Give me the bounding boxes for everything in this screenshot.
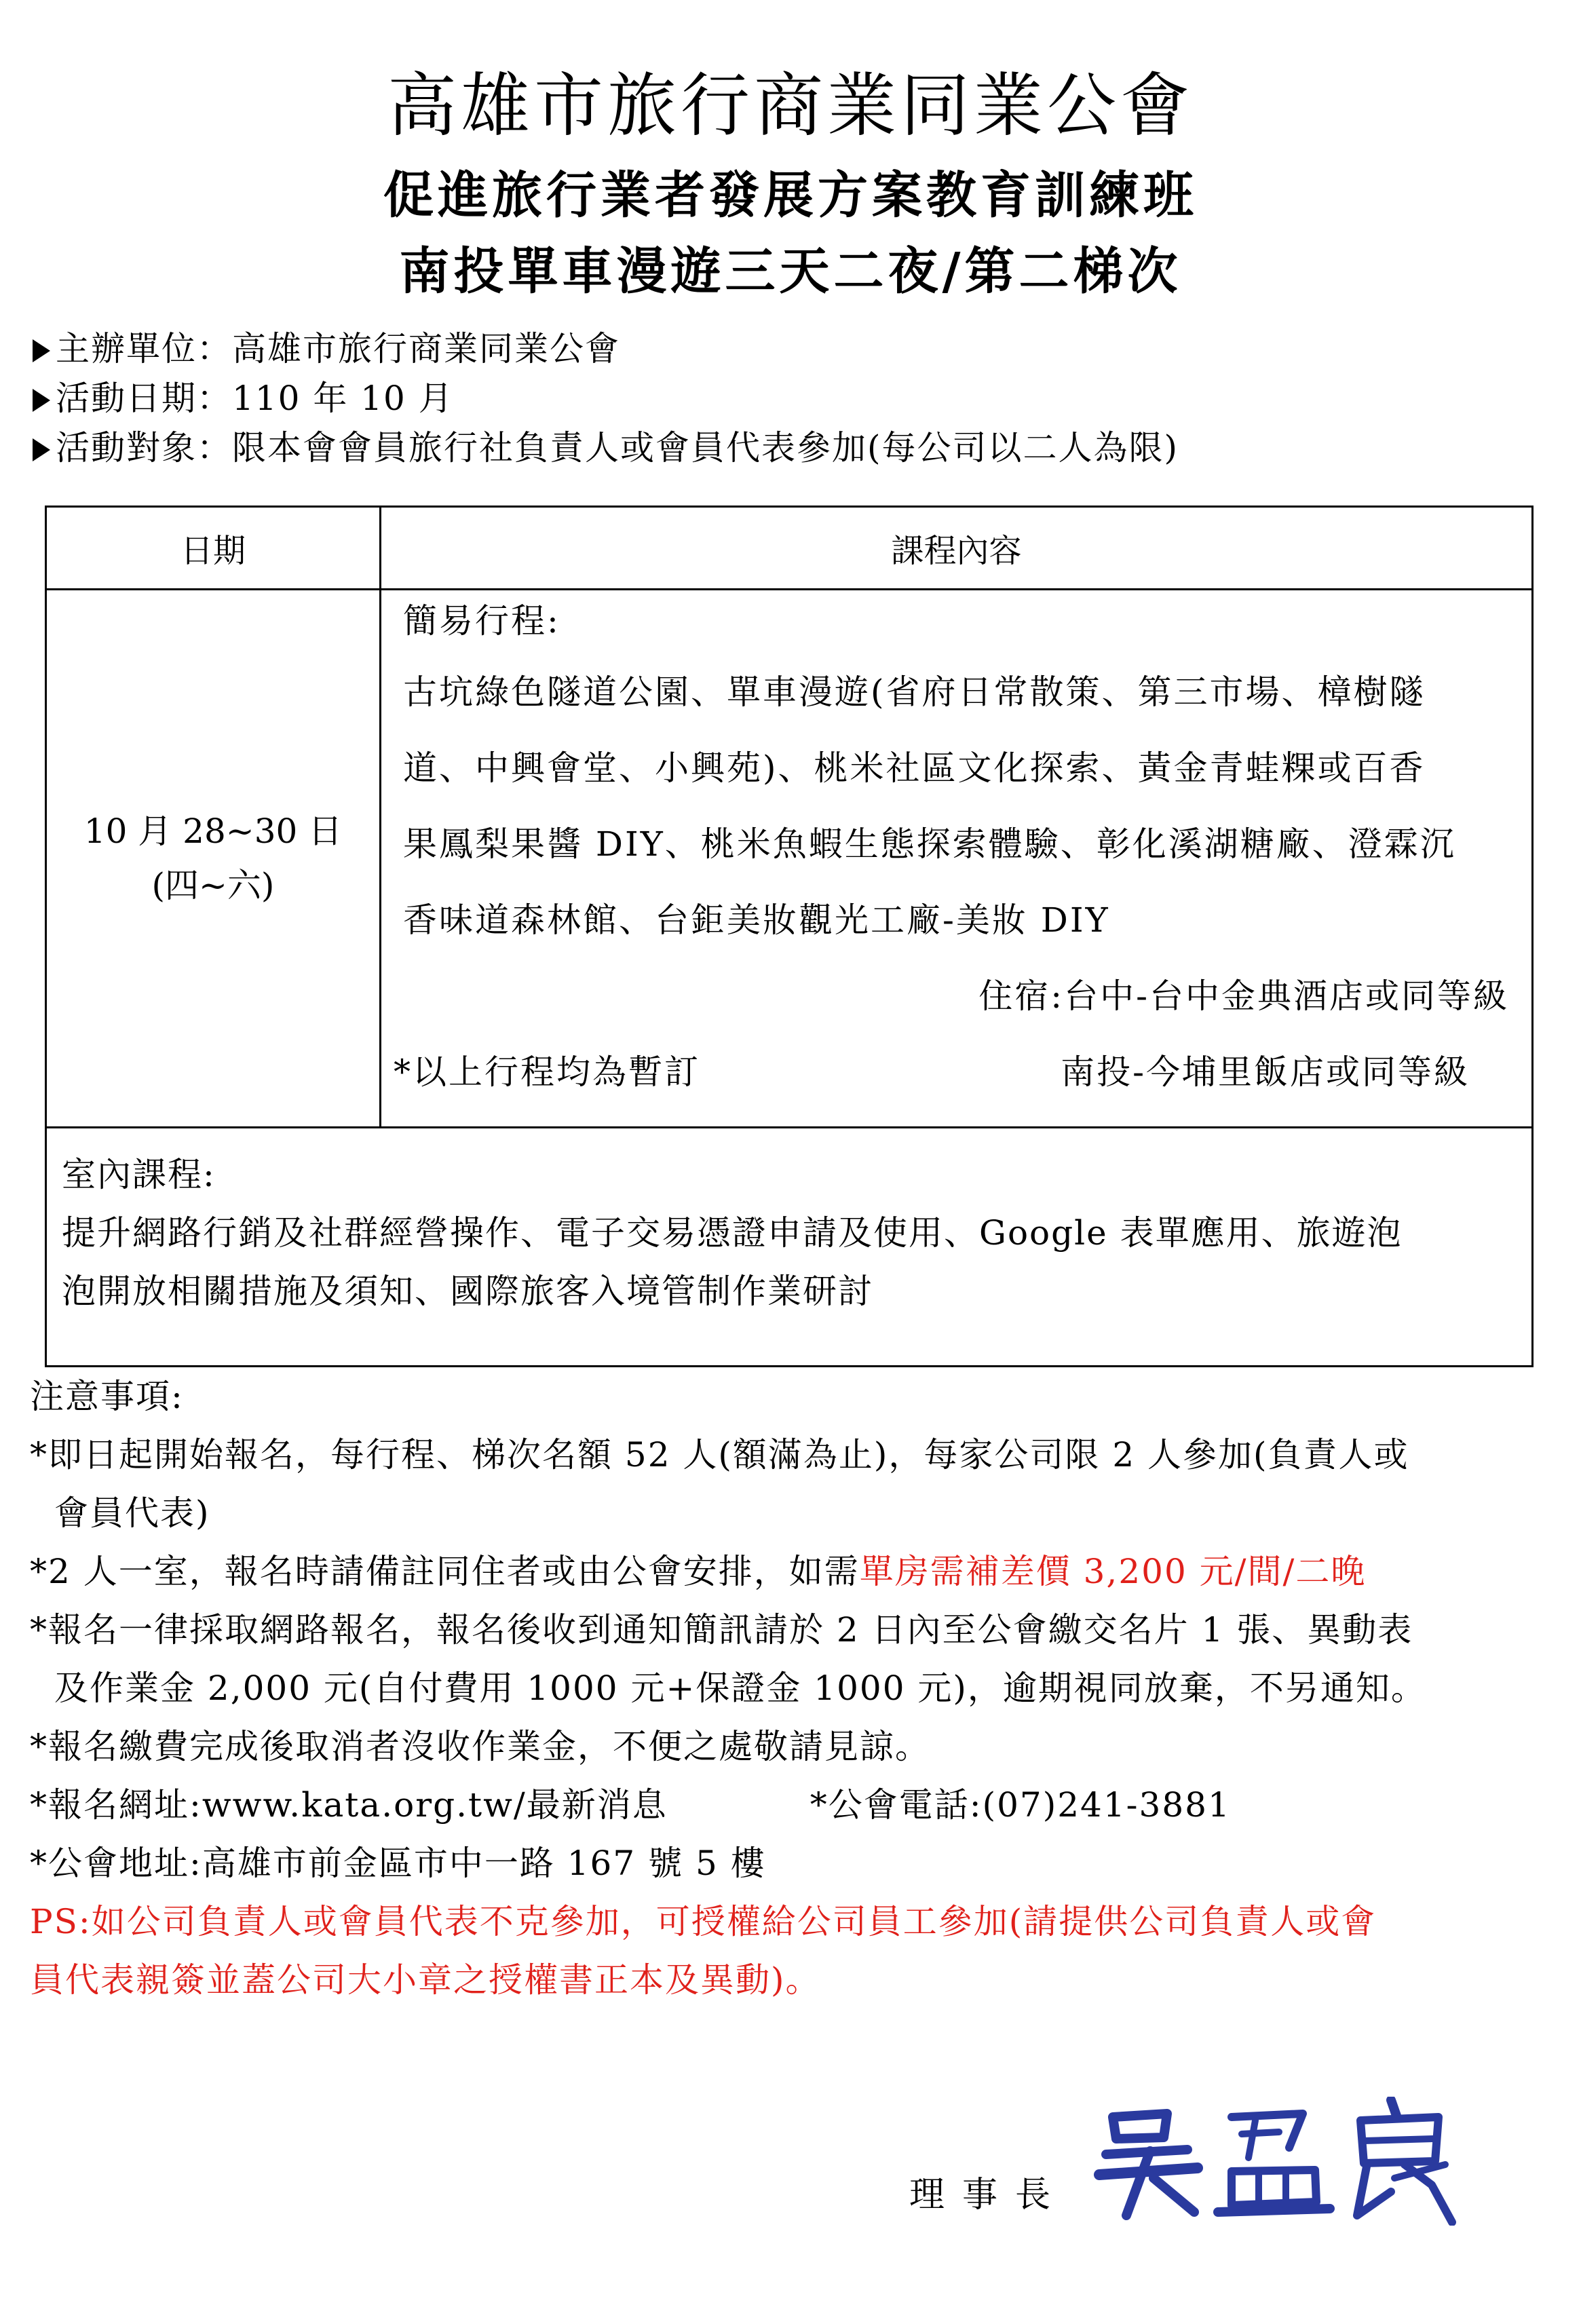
signature-block bbox=[909, 2090, 1520, 2226]
itinerary-footer bbox=[394, 1034, 1509, 1110]
course-content bbox=[394, 590, 1509, 1110]
itinerary-line: 果鳳梨果醬 DIY、桃米魚蝦生態探索體驗、彰化溪湖糖廠、澄霖沉 bbox=[403, 824, 1456, 864]
arrow-bullet-icon bbox=[33, 339, 50, 362]
ps-note-cont: 員代表親簽並蓋公司大小章之授權書正本及異動)。 bbox=[30, 1960, 821, 2000]
lodging-nantou: 南投-今埔里飯店或同等級 bbox=[1061, 1052, 1470, 1092]
indoor-line: 提升網路行銷及社群經營操作、電子交易憑證申請及使用、Google 表單應用、旅遊泡 bbox=[62, 1213, 1403, 1253]
table-divider bbox=[379, 508, 381, 1126]
note-registration-cont: 會員代表) bbox=[54, 1493, 210, 1533]
info-organizer: 主辦單位：高雄市旅行商業同業公會 bbox=[33, 324, 1546, 374]
header-course: 課程內容 bbox=[891, 532, 1022, 570]
schedule-table bbox=[45, 506, 1534, 1367]
lodging-taichung: 住宿:台中-台中金典酒店或同等級 bbox=[978, 976, 1509, 1016]
header-date: 日期 bbox=[180, 532, 246, 570]
date-cell bbox=[47, 590, 379, 1126]
info-audience: 活動對象：限本會會員旅行社負責人或會員代表參加(每公司以二人為限) bbox=[33, 423, 1546, 473]
note-registration: *即日起開始報名，每行程、梯次名額 52 人(額滿為止)，每家公司限 2 人參加(負責人或 bbox=[30, 1435, 1409, 1474]
arrow-bullet-icon bbox=[33, 438, 50, 461]
note-address: *公會地址:高雄市前金區市中一路 167 號 5 樓 bbox=[30, 1844, 766, 1883]
indoor-course bbox=[62, 1145, 1514, 1320]
signature-image bbox=[1086, 2097, 1466, 2226]
date-weekdays: (四~六) bbox=[151, 866, 275, 905]
note-online-registration-cont: 及作業金 2,000 元(自付費用 1000 元+保證金 1000 元)，逾期視同放棄，不另通知。 bbox=[54, 1669, 1426, 1708]
date-range: 10 月 28~30 日 bbox=[83, 812, 343, 851]
itinerary-line: 香味道森林館、台鉅美妝觀光工廠-美妝 DIY bbox=[403, 900, 1110, 940]
chairman-label: 理事長 bbox=[909, 2175, 1069, 2215]
notes-heading: 注意事項: bbox=[30, 1377, 184, 1416]
ps-note: PS:如公司負責人或會員代表不克參加，可授權給公司員工參加(請提供公司負責人或會 bbox=[30, 1902, 1377, 1941]
note-cancellation: *報名繳費完成後取消者沒收作業金，不便之處敬請見諒。 bbox=[30, 1727, 930, 1766]
table-divider bbox=[47, 1126, 1531, 1128]
itinerary-line: 道、中興會堂、小興苑)、桃米社區文化探索、黃金青蛙粿或百香 bbox=[403, 748, 1426, 788]
program-title: 促進旅行業者發展方案教育訓練班 bbox=[383, 166, 1198, 225]
note-contact bbox=[30, 1776, 1563, 1834]
itinerary-heading: 簡易行程: bbox=[403, 601, 560, 641]
note-online-registration: *報名一律採取網路報名，報名後收到通知簡訊請於 2 日內至公會繳交名片 1 張、異動表 bbox=[30, 1610, 1413, 1650]
tentative-note: *以上行程均為暫訂 bbox=[394, 1052, 700, 1092]
indoor-line: 泡開放相關措施及須知、國際旅客入境管制作業研討 bbox=[62, 1272, 873, 1311]
event-info-list bbox=[33, 324, 1546, 473]
association-phone: *公會電話:(07)241-3881 bbox=[809, 1785, 1231, 1825]
info-date: 活動日期：110 年 10 月 bbox=[33, 374, 1546, 423]
event-title: 南投單車漫遊三天二夜/第二梯次 bbox=[399, 242, 1182, 301]
association-title: 高雄市旅行商業同業公會 bbox=[387, 66, 1194, 147]
arrow-bullet-icon bbox=[33, 389, 50, 412]
note-room: *2 人一室，報名時請備註同住者或由公會安排，如需單房需補差價 3,200 元/間/二晚 bbox=[30, 1552, 1367, 1591]
notes-section bbox=[30, 1367, 1563, 2009]
single-room-surcharge: 單房需補差價 3,200 元/間/二晚 bbox=[859, 1552, 1367, 1591]
indoor-heading: 室內課程: bbox=[62, 1155, 216, 1194]
registration-url: *報名網址:www.kata.org.tw/最新消息 bbox=[30, 1785, 668, 1825]
itinerary-line: 古坑綠色隧道公園、單車漫遊(省府日常散策、第三市場、樟樹隧 bbox=[403, 672, 1426, 712]
